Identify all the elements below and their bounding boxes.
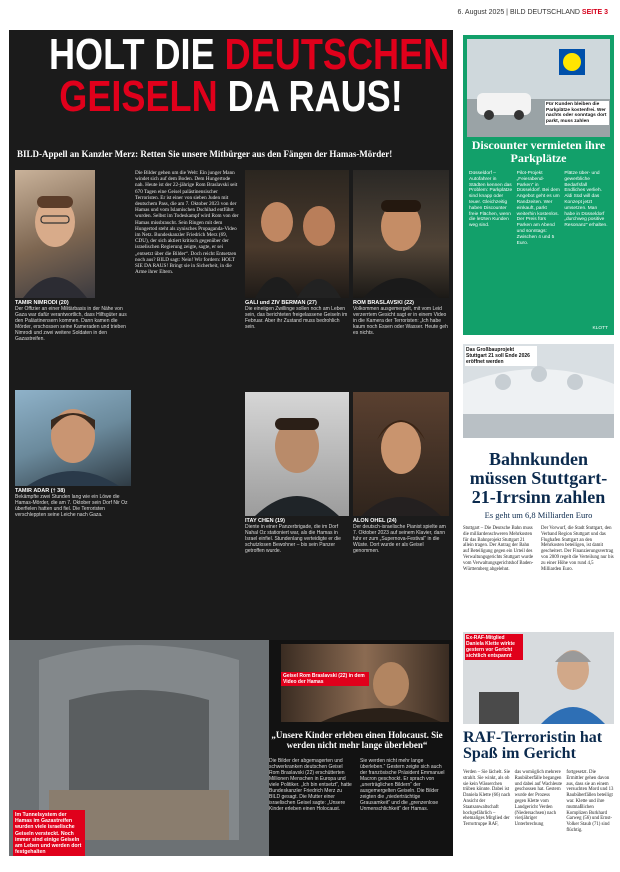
bahn-column-1: Stuttgart – Die Deutsche Bahn muss die milliardenschweren Mehrkosten für das Bahnprojekt Stuttgart 21 allein tragen. Der Antrag der Bahn auf Beteiligung gegen ein Urteil des Verwaltungsgerichts Stuttgart wurde vom Verwaltungsgerichtshof Baden-Württemberg abgelehnt. bbox=[463, 526, 534, 572]
subtitle: BILD-Appell an Kanzler Merz: Retten Sie unsere Mitbürger aus den Fängen der Hamas-Mörder! bbox=[17, 149, 393, 159]
caption-text: Diente in einer Panzerbrigade, die im Dorf Nahal Oz stationiert war, als die Hamas in Israel einfiel. Stundenlang verteidigte er die schutzlosen Bewohner – bis sein Panzer getroffen wurde. bbox=[245, 524, 341, 554]
bahn-article bbox=[463, 344, 614, 644]
photo-rom-braslavski bbox=[353, 170, 449, 298]
headline-line-2 bbox=[49, 72, 413, 121]
headline-line-1 bbox=[48, 30, 450, 79]
raf-photo-caption: Ex-RAF-Mitglied Daniela Klette wirkte gestern vor Gericht sichtlich entspannt bbox=[465, 634, 523, 660]
caption-name: TAMIR NIMRODI (20) bbox=[15, 300, 69, 306]
article-body: Die Bilder gehen um die Welt: Ein junger Mann windet sich auf dem Boden. Dem Hungertode nah. Heute ist der 22-jährige Rom Braslavski seit 670 Tagen eine Geisel palästinensischer Terroristen. Er ist einer von sieben Juden mit deutschem Pass, die am 7. Oktober 2023 von der Hamas und vom Islamischen Dschihad entführt wurden. Selbst im Todeskampf wird Rom von der Hamas missbraucht. Sein Ringen mit dem Hungertod steht als zynisches Propaganda-Video im Netz. Bundeskanzler Friedrich Merz (69, CDU), der sich aktiert kritisch gegenüber der israelischen Regierung zeigte, sagte, er sei „entsetzt über die Bilder“. Doch reicht Entsetzen noch aus? BILD sagt: Nein! Wir fordern: HOLT SIE DA RAUS! Bringt sie in Sicherheit, in die Arme ihrer Eltern. bbox=[135, 170, 239, 276]
raf-article bbox=[463, 632, 614, 862]
caption-name: ROM BRASLAVSKI (22) bbox=[353, 300, 415, 306]
ad-column-1: Düsseldorf – Autofahrer in Städten kennen das Problem: Parkplätze sind knapp oder teuer. Gleichzeitig haben Discounter freie Flächen, wenn die letzten Kunden weg sind. bbox=[469, 171, 513, 229]
portrait-illustration bbox=[15, 170, 95, 298]
caption-text: Der deutsch-israelische Pianist spielte am 7. Oktober 2023 auf seinem Klavier, dann fuhr er zum „Supernova-Festival“ in die Wüste. Dort wurde er als Geisel genommen. bbox=[353, 524, 446, 554]
raf-column-1: Verden – Sie lächelt. Sie strahlt. Sie winkt, als ob sie kein Wässerchen trüben könnte. Dabei ist Daniela Klette (66) nach Ansicht der Staatsanwaltschaft hochgefährlich – ehemaliges Mitglied der Terrortruppe RAF, bbox=[463, 770, 511, 828]
portrait-illustration bbox=[245, 392, 349, 516]
portrait-illustration bbox=[353, 392, 449, 516]
headline-line-1-b: DEUTSCHEN bbox=[224, 30, 450, 79]
portrait-illustration bbox=[245, 170, 349, 298]
photo-daniela-klette bbox=[463, 632, 614, 724]
caption-name: TAMIR ADAR († 38) bbox=[15, 488, 66, 494]
photo-stuttgart-21 bbox=[463, 344, 614, 438]
discounter-article bbox=[463, 35, 614, 335]
ad-column-2: Pilot-Projekt „Feierabend-Parken“ in Düsseldorf. Bei dem Angebot geht es um Randzeiten. Wer einkauft, parkt weiterhin kostenlos. Der Preis fürs Parken am Abend und sonntags: Zwischen 4 und 5 Euro. bbox=[516, 171, 560, 246]
caption-tamir-nimrodi bbox=[15, 300, 131, 342]
portrait-illustration bbox=[15, 390, 131, 486]
ad-columns bbox=[469, 171, 608, 246]
portrait-illustration bbox=[353, 170, 449, 298]
bahn-subtitle: Es geht um 6,8 Milliarden Euro bbox=[484, 510, 593, 520]
caption-berman-twins bbox=[245, 300, 349, 330]
raf-columns bbox=[463, 770, 614, 834]
caption-rom-braslavski bbox=[353, 300, 449, 336]
caption-text: Volkommen ausgemergelt, mit vom Leid verzerrtem Gesicht sagt er in einem Video in die Kamera der Terroristen: „Ich habe kaum noch Essen oder Wasser. Heute geh es nichts. bbox=[353, 306, 448, 336]
quote-box bbox=[269, 730, 445, 850]
headline-line-1-a: HOLT DIE bbox=[48, 30, 225, 79]
quote-columns bbox=[269, 758, 445, 812]
photo-tamir-adar bbox=[15, 390, 131, 486]
raf-title: RAF-Terroristin hat Spaß im Gericht bbox=[463, 729, 603, 762]
header-date: 6. August 2025 bbox=[457, 9, 505, 16]
headline-line-2-a: GEISELN bbox=[59, 72, 228, 121]
ad-column-3: Plätze über- und gewerbliche Bedarfsfall Endliches verlieh. Aldi Süd will das Konzept jetzt umsetzen. Man habe in Düsseldorf „durchweg positive Resonanz“ erhalten. bbox=[564, 171, 608, 229]
caption-name: ITAY CHEN (19) bbox=[245, 518, 285, 524]
caption-name: GALI und ZIV BERMAN (27) bbox=[245, 300, 317, 306]
bahn-photo-caption: Das Großbauprojekt Stuttgart 21 soll Ende 2026 eröffnet werden bbox=[465, 346, 537, 366]
headline-line-2-b: DA RAUS! bbox=[227, 72, 403, 121]
quote-column-right: Sie werden nicht mehr lange überleben.“ Gestern zeigte sich auch der französische Präsident Emmanuel Macron geschockt. Er sprach von „unerträglichen Bildern“ der ausgemergelten Geiseln. Die Bilder zeigten die „niederträchtige Grausamkeit“ und die „grenzenlose Unmenschlichkeit“ der Hamas. bbox=[360, 758, 445, 812]
photo-itay-chen bbox=[245, 392, 349, 516]
quote-column-left: Die Bilder der abgemagerten und schwerkranken deutschen Geisel Rom Braslavski (22) erschütterten Millionen Menschen in Europa und viele Politiker. „Ich bin entsetzt“, hatte Bundeskanzler Friedrich Merz zu BILD gesagt. Die Mutter einer israelischen Geisel sagte: „Unsere Kinder erleben einen Holocaust. bbox=[269, 758, 352, 812]
caption-tamir-adar bbox=[15, 488, 131, 518]
ad-photo-caption: Für Kunden bleiben die Parkplätze kostenfrei. Wer nachts oder sonntags dort parkt, muss zahlen bbox=[545, 101, 609, 125]
photo-berman-twins bbox=[245, 170, 349, 298]
bahn-columns bbox=[463, 526, 614, 572]
header-info: 6. August 2025 | BILD DEUTSCHLAND SEITE 3 bbox=[457, 9, 608, 16]
caption-alon-ohel bbox=[353, 518, 449, 554]
raf-column-3: fortgesetzt. Die Ermittler gehen davon aus, dass sie an einem versuchten Mord und 13 Raubüberfällen beteiligt war. Klette und ihre mutmaßlichen Komplizen Burkhard Garweg (56) und Ernst-Volker Staub (71) sind flüchtig. bbox=[566, 770, 614, 833]
caption-text: Der Offizier an einer Militärbasis in der Nähe von Gaza war dafür verantwortlich, dass Hilfsgüter aus den Palästinensern kommen. Dann kamen die Mörder, erschossen seine Kameraden und trieben Nimrodi und zwei weitere Soldaten in den Gazastreifen. bbox=[15, 306, 127, 342]
header-page: SEITE 3 bbox=[581, 9, 608, 16]
inset-caption: Geisel Rom Braslavski (22) in dem Video der Hamas bbox=[281, 672, 369, 686]
caption-text: Bekämpfte zwei Stunden lang wie ein Löwe die Hamas-Mörder, die am 7. Oktober sein Dorf Nir Oz überfielen hatten und fiel. Die Terroristen verschleppten seine Leiche nach Gaza. bbox=[15, 494, 128, 518]
photo-alon-ohel bbox=[353, 392, 449, 516]
bahn-title: Bahnkunden müssen Stuttgart-21-Irrsinn zahlen bbox=[469, 449, 608, 507]
photo-tamir-nimrodi bbox=[15, 170, 95, 298]
raf-column-2: das womöglich mehrere Raubüberfälle begangen und dabei auf Wachleute geschossen hat. Gestern wurde der Prozess gegen Klette vom Landgericht Verden (Niedersachsen) nach vierjähriger Unterbrechung bbox=[514, 770, 563, 828]
headline bbox=[48, 30, 450, 121]
page-header bbox=[0, 0, 620, 26]
caption-text: Die eineiigen Zwillinge sollen noch am Leben sein, das berichteten freigelassene Geiseln im Februar. Aber ihr Zustand muss bedrohlich sein. bbox=[245, 306, 348, 330]
tunnel-caption: Im Tunnelsystem der Hamas im Gazastreifen wurden viele israelische Geiseln versteckt. Noch immer sind einige Geiseln am Leben und werden dort festgehalten bbox=[13, 810, 85, 856]
caption-name: ALON OHEL (24) bbox=[353, 518, 397, 524]
caption-itay-chen bbox=[245, 518, 349, 554]
ad-title: Discounter vermieten ihre Parkplätze bbox=[471, 138, 606, 165]
main-article-panel bbox=[9, 30, 453, 856]
header-paper: BILD DEUTSCHLAND bbox=[509, 9, 580, 16]
quote-headline: „Unsere Kinder erleben einen Holocaust. Sie werden nicht mehr lange überleben“ bbox=[271, 730, 443, 750]
ad-author: KLOTT bbox=[592, 326, 608, 331]
bahn-column-2: Der Vorwurf, die Stadt Stuttgart, den Verband Region Stuttgart und das Flughafen Stuttgart an den Mehrkosten beteiligen, ist damit gescheitert. Der Finanzierungsvertrag von 2009 regelt die Verteilung nur bis zu einer Höhe von rund 4,5 Milliarden Euro. bbox=[541, 526, 614, 572]
